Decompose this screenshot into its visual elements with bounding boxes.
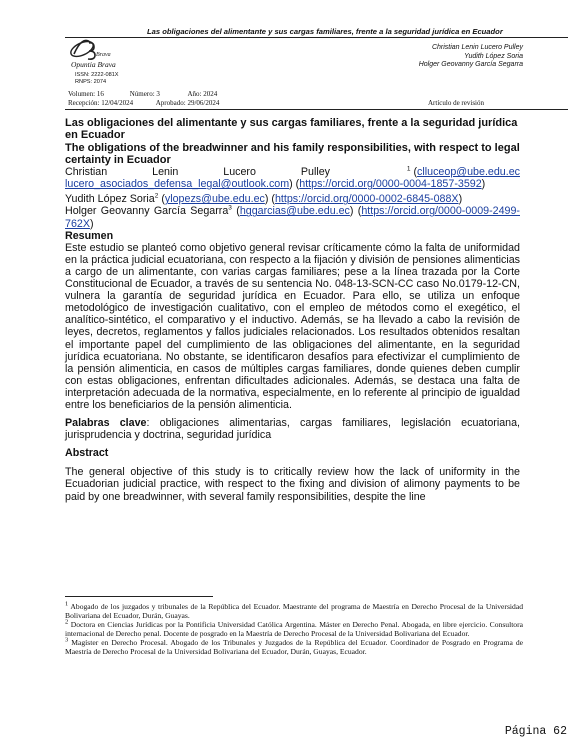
footnote-text: Abogado de los juzgados y tribunales de la República del Ecuador. Maestrante del programa de Maestría en Derecho Procesal de la Universidad Bolivariana del Ecuador, Durán, Guayas. bbox=[65, 602, 523, 620]
issn: ISSN: 2222-081X bbox=[75, 72, 119, 78]
approved-date: Aprobado: 29/06/2024 bbox=[155, 98, 220, 107]
author-sup: 2 bbox=[154, 192, 159, 200]
author-entry: Yudith López Soria$^2$ (ylopezs@ube.edu.ec) (https://orcid.org/0000-0002-6845-088X) bbox=[65, 192, 463, 206]
title-english: The obligations of the breadwinner and his family responsibilities, with respect to legal certainty in Ecuador bbox=[65, 141, 520, 166]
footnote-text: Doctora en Ciencias Jurídicas por la Pontificia Universidad Católica Argentina. Máster en Derecho Penal. Abogada, en libre ejercicio. Consultora internacional de Derecho penal. Docente de posgrado en la Maestría de Derecho Procesal de la Universidad Bolivariana del Ecuador. bbox=[65, 620, 523, 638]
article-meta bbox=[68, 90, 219, 107]
footnote-sup: 3 bbox=[65, 636, 69, 644]
author-name: Christian Lenin Lucero Pulley bbox=[65, 166, 331, 179]
rnps: RNPS: 2074 bbox=[75, 79, 107, 85]
article-body bbox=[65, 117, 520, 503]
meta-divider bbox=[65, 109, 568, 110]
author-orcid-link[interactable]: https://orcid.org/0000-0002-6845-088X bbox=[274, 193, 459, 206]
footnotes bbox=[65, 602, 523, 656]
resumen-heading: Resumen bbox=[65, 229, 114, 242]
author-email2-link[interactable]: lucero_asociados_defensa_legal@outlook.com bbox=[65, 178, 290, 191]
author-entry: Holger Geovanny García Segarra$^3$ (hggarcias@ube.edu.ec) (https://orcid.org/0000-0009-2499-762X) bbox=[65, 204, 520, 230]
footnote bbox=[65, 638, 523, 656]
abstract-text: The general objective of this study is to critically review how the lack of uniformity in the Ecuadorian judicial practice, with respect to the fixing and division of alimony payments to be paid by one breadwinner, with several family responsibilities, despite the line bbox=[65, 466, 520, 503]
author-orcid-link[interactable]: https://orcid.org/0000-0004-1857-3592 bbox=[299, 178, 482, 191]
header-author: Christian Lenin Lucero Pulley bbox=[431, 44, 523, 51]
year: Año: 2024 bbox=[187, 90, 218, 98]
header-author: Yudith López Soria bbox=[464, 52, 523, 60]
author-name: Yudith López Soria bbox=[65, 193, 155, 206]
author-sup: 1 bbox=[406, 165, 411, 173]
author-email-link[interactable]: hggarcias@ube.edu.ec bbox=[239, 205, 350, 218]
footnote-text: Magíster en Derecho Procesal. Abogado de los Tribunales y Juzgados de la República del Ecuador. Coordinador de Posgrado en Programa de Maestría de Derecho Procesal de la Universidad Bolivariana del Ecuador, Durán, Guayas, Ecuador. bbox=[65, 638, 523, 656]
footnote-divider bbox=[65, 596, 213, 597]
running-title: Las obligaciones del alimentante y sus cargas familiares, frente a la seguridad jurídica en Ecuador bbox=[147, 27, 503, 36]
volume: Volumen: 16 bbox=[68, 90, 104, 98]
journal-name: Opuntia Brava bbox=[71, 60, 116, 69]
author-sup: 3 bbox=[228, 204, 232, 212]
keywords-label: Palabras clave bbox=[65, 417, 147, 430]
page-number: Página 62 bbox=[504, 725, 567, 738]
resumen-text: Este estudio se planteó como objetivo general revisar críticamente cómo la falta de uniformidad en la práctica judicial ecuatoriana, con respecto a la fijación y división de pensiones alimenticias a cargo de un alimentante, con varias cargas familiares; pese a la línea trazada por la Corte Constitucional de Ecuador, a través de su sentencia No. 048-13-SCN-CC caso No.0179-12-CN, vulnera la garantía de seguridad jurídica en Ecuador. Para ello, se utiliza un enfoque metodológico de investigación cualitativo, con el empleo de métodos como el exegético, el analítico-sintético, el comparativo y el inductivo. Además, se ha llevado a cabo la revisión de leyes, decretos, reglamentos y fallos judiciales relacionados. Los resultados obtenidos resaltan el importante papel del cumplimiento de las obligaciones del alimentante, en la seguridad jurídica ecuatoriana. No obstante, se identificaron desafíos para efectivizar el cumplimiento de la pensión alimenticia, en casos de múltiples cargas familiares, donde quienes deben cumplir con estas obligaciones, enfrentan dificultades adicionales. Además, se destaca una falta de interpretación adecuada de la normativa, especialmente, en lo referente al principio de igualdad entre los beneficiarios de la pensión alimenticia. bbox=[65, 241, 520, 411]
author-email-link[interactable]: clluceop@ube.edu.ec bbox=[417, 166, 520, 179]
keywords bbox=[65, 417, 520, 441]
footnote-sup: 2 bbox=[65, 618, 69, 626]
journal-issn-block bbox=[75, 72, 119, 86]
author-name: Holger Geovanny García Segarra bbox=[65, 205, 229, 218]
title-spanish: Las obligaciones del alimentante y sus cargas familiares, frente a la seguridad jurídica en Ecuador bbox=[65, 117, 518, 142]
footnote bbox=[65, 602, 523, 620]
author-orcid-link[interactable]: https://orcid.org/0000-0009-2499-762X bbox=[65, 205, 520, 230]
header-divider bbox=[65, 37, 568, 38]
article-type: Artículo de revisión bbox=[428, 99, 484, 107]
footnote-sup: 1 bbox=[65, 600, 69, 608]
logo-brand-text: Brava bbox=[96, 52, 111, 58]
keywords-text: : obligaciones alimentarias, cargas familiares, legislación ecuatoriana, jurisprudencia y doctrina, seguridad jurídica bbox=[65, 417, 520, 442]
footnote bbox=[65, 620, 523, 638]
abstract-heading: Abstract bbox=[65, 447, 109, 460]
header-author: Holger Geovanny García Segarra bbox=[418, 61, 523, 68]
author-email-link[interactable]: ylopezs@ube.edu.ec bbox=[164, 193, 265, 206]
header-authors bbox=[419, 44, 523, 70]
received-date: Recepción: 12/04/2024 bbox=[68, 98, 134, 107]
author-entry: Christian Lenin Lucero Pulley $^1$ (clluceop@ube.edu.ec lucero_asociados_defensa_legal@outlook.com) (https://orcid.org/0000-0004-1857-3592) bbox=[65, 165, 520, 191]
number: Número: 3 bbox=[129, 90, 160, 98]
